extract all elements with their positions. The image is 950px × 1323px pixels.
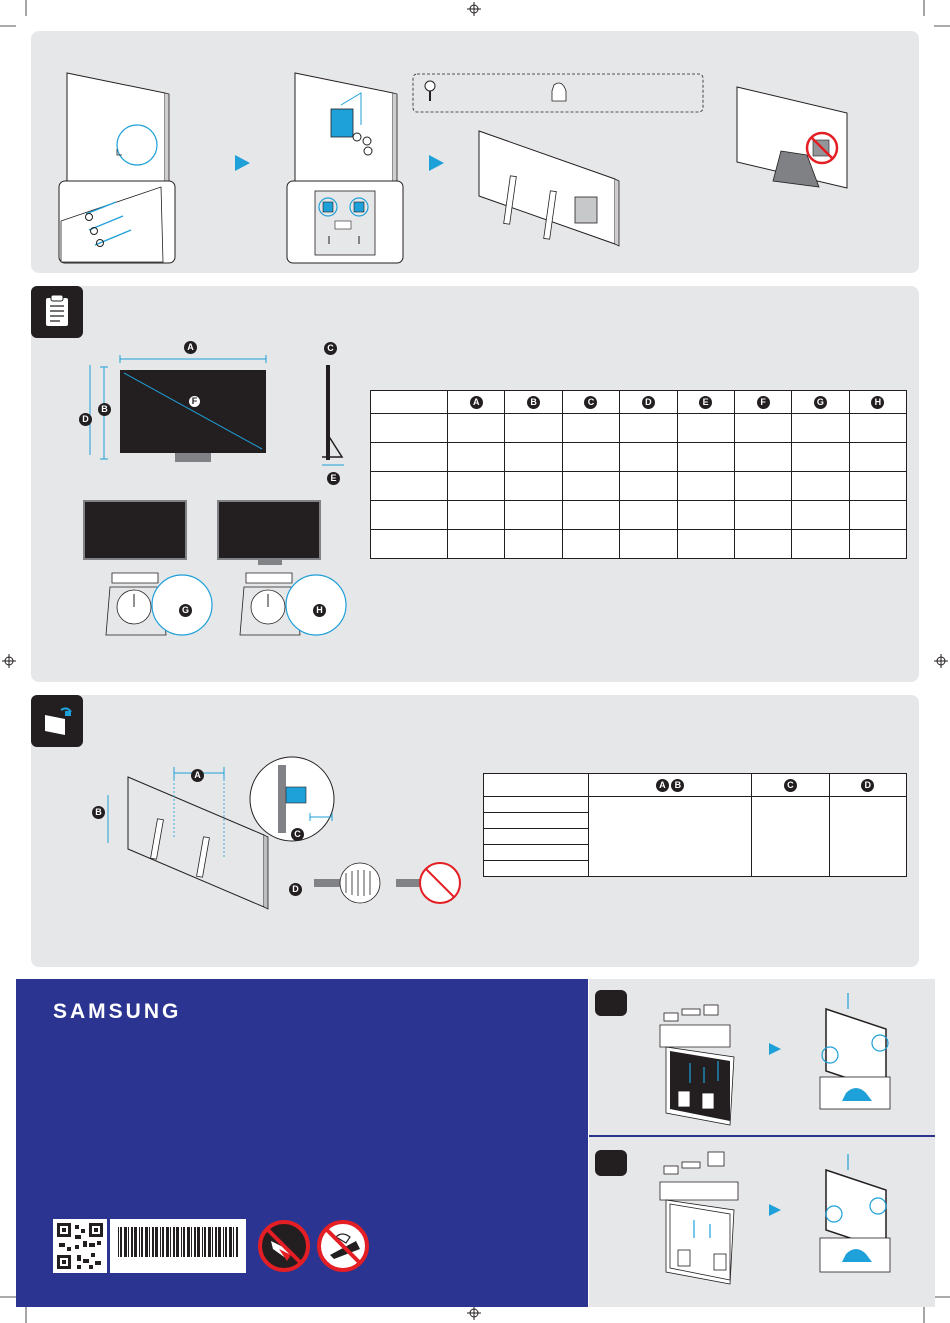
- wall-label-c: C: [291, 828, 304, 841]
- barcode-icon: [110, 1219, 246, 1273]
- label-c: C: [324, 342, 337, 355]
- wall-mount-illustration: [90, 755, 470, 915]
- table-header-row: [484, 774, 907, 797]
- wall-label-d: D: [289, 883, 302, 896]
- step-badge-1: [595, 990, 627, 1016]
- arrow-right-icon: [429, 155, 444, 171]
- header-ab: [589, 774, 752, 797]
- dimensions-illustration: [70, 335, 360, 645]
- table-row: [371, 443, 907, 472]
- dimensions-table: [370, 390, 907, 559]
- header-a: A: [656, 779, 669, 792]
- table-row: [371, 501, 907, 530]
- no-knife-icon: [316, 1219, 370, 1273]
- step-badge-2: [595, 1150, 627, 1176]
- header-d: D: [861, 779, 874, 792]
- wall-mount-icon: [31, 695, 83, 747]
- stand-install-illustration: [31, 31, 919, 273]
- header-c: C: [784, 779, 797, 792]
- qr-code-icon: [53, 1219, 107, 1273]
- header-b: B: [527, 396, 540, 409]
- table-row: [371, 414, 907, 443]
- arrow-right-icon: [769, 1204, 781, 1216]
- unpack-illustration-1: [630, 985, 930, 1130]
- label-d: D: [79, 413, 92, 426]
- wall-label-b: B: [92, 806, 105, 819]
- label-g: G: [179, 604, 192, 617]
- header-a: A: [470, 396, 483, 409]
- header-h: H: [871, 396, 884, 409]
- table-row: [484, 797, 907, 813]
- arrow-right-icon: [235, 155, 250, 171]
- header-f: F: [757, 396, 770, 409]
- label-b: B: [98, 403, 111, 416]
- table-header-row: [371, 391, 907, 414]
- table-row: [371, 472, 907, 501]
- arrow-right-icon: [769, 1043, 781, 1055]
- label-a: A: [184, 341, 197, 354]
- header-d: D: [642, 396, 655, 409]
- unpack-illustration-2: [630, 1142, 930, 1302]
- label-h: H: [313, 604, 326, 617]
- wall-mount-table: [483, 773, 907, 877]
- label-f: F: [188, 395, 201, 408]
- table-row: [371, 530, 907, 559]
- label-e: E: [327, 472, 340, 485]
- stand-install-panel: [31, 31, 919, 273]
- header-g: G: [814, 396, 827, 409]
- clipboard-icon: [31, 286, 83, 338]
- header-b: B: [671, 779, 684, 792]
- header-c: C: [584, 396, 597, 409]
- samsung-logo: SAMSUNG: [53, 1000, 182, 1023]
- no-cut-icon: [257, 1219, 311, 1273]
- wall-label-a: A: [191, 769, 204, 782]
- header-e: E: [699, 396, 712, 409]
